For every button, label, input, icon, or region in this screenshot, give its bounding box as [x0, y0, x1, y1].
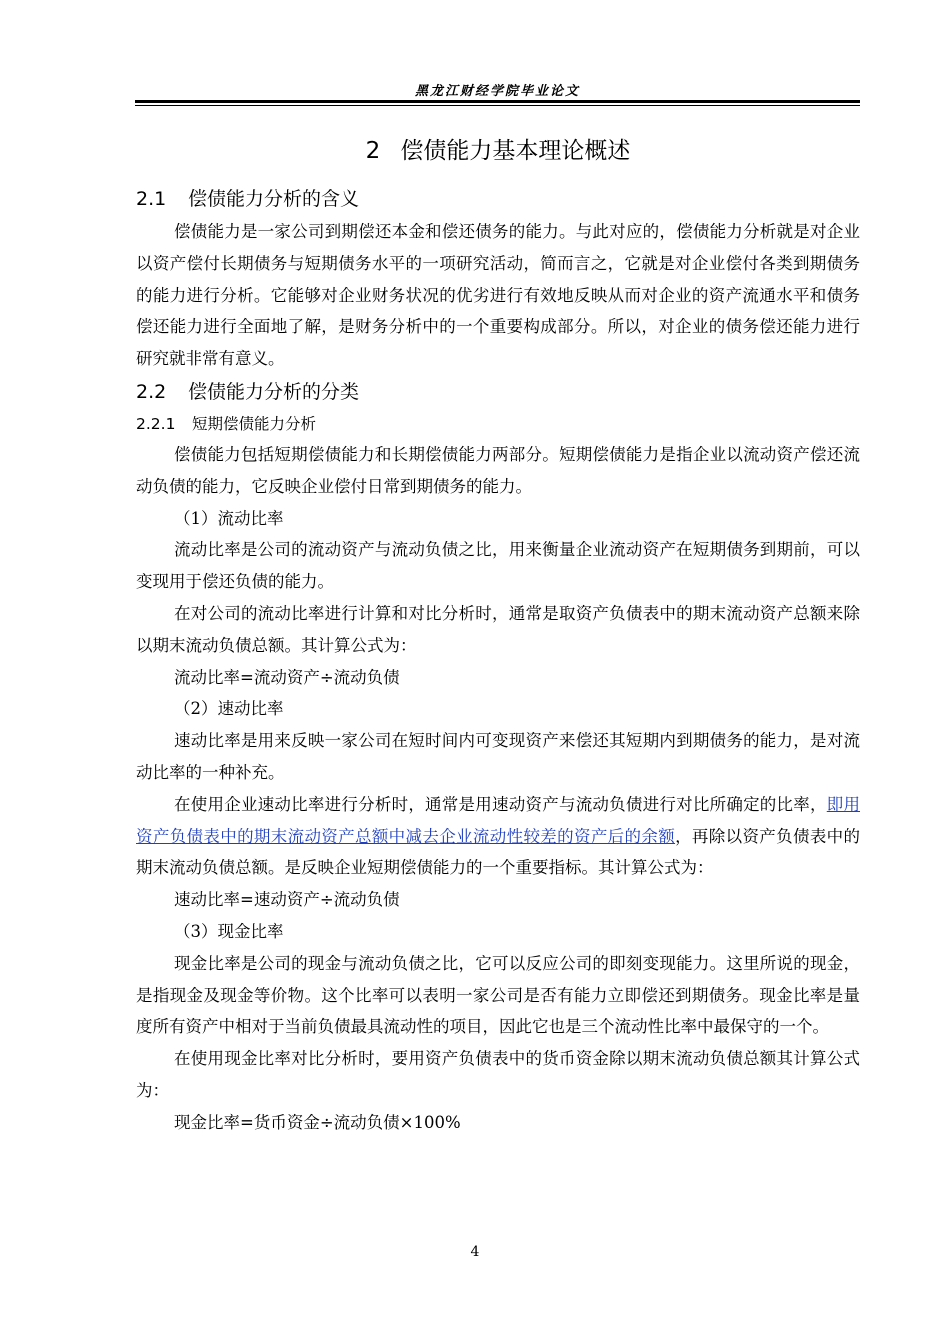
- quick-ratio-hyperlink[interactable]: 即用资产负债表中的期末流动资产总额中减去企业流动性较差的资产后的余额: [136, 794, 861, 846]
- page-header: [135, 76, 860, 106]
- section-2-2-number: 2.2: [136, 380, 167, 403]
- short-term-intro-paragraph: 偿债能力包括短期偿债能力和长期偿债能力两部分。短期偿债能力是指企业以流动资产偿还流动负债的能力，它反映企业偿付日常到期债务的能力。: [136, 444, 860, 496]
- page-content: [136, 132, 860, 1139]
- section-2-2-1-title: 短期偿债能力分析: [192, 414, 317, 433]
- quick-ratio-definition: 速动比率是用来反映一家公司在短时间内可变现资产来偿还其短期内到期债务的能力，是对流动比率的一种补充。: [136, 731, 860, 782]
- section-2-2-title: 偿债能力分析的分类: [188, 380, 360, 403]
- item-3-label: （3）现金比率: [174, 921, 284, 941]
- section-2-1-number: 2.1: [136, 188, 167, 210]
- item-1-label: （1）流动比率: [174, 508, 284, 528]
- current-ratio-method: 在对公司的流动比率进行计算和对比分析时，通常是取资产负债表中的期末流动资产总额来除以期末流动负债总额。其计算公式为：: [136, 603, 860, 655]
- cash-ratio-definition: 现金比率是公司的现金与流动负债之比，它可以反应公司的即刻变现能力。这里所说的现金，是指现金及现金等价物。这个比率可以表明一家公司是否有能力立即偿还到期债务。现金比率是量度所有资产中相对于当前负债最具流动性的项目，因此它也是三个流动性比率中最保守的一个。: [136, 953, 860, 1037]
- current-ratio-definition: 流动比率是公司的流动资产与流动负债之比，用来衡量企业流动资产在短期债务到期前，可以变现用于偿还负债的能力。: [136, 540, 860, 592]
- quick-ratio-method: [136, 789, 860, 884]
- quick-ratio-method-text-b: ，再除以资产负债表中的期末流动负债总额。是反映企业短期偿债能力的一个重要指标。其计算公式为：: [136, 826, 861, 878]
- section-2-2-1-number: 2.2.1: [136, 414, 176, 433]
- quick-ratio-method-text-a: 在使用企业速动比率进行分析时，通常是用速动资产与流动负债进行对比所确定的比率，: [174, 794, 827, 814]
- section-2-2-1-heading: [136, 409, 860, 439]
- section-2-1-heading: [136, 184, 860, 214]
- item-2-label: （2）速动比率: [174, 699, 284, 719]
- current-ratio-formula: 流动比率=流动资产÷流动负债: [174, 667, 400, 687]
- section-2-1-paragraph: 偿债能力是一家公司到期偿还本金和偿还债务的能力。与此对应的，偿债能力分析就是对企业以资产偿付长期债务与短期债务水平的一项研究活动，简而言之，它就是对企业偿付各类到期债务的能力进行分析。它能够对企业财务状况的优劣进行有效地反映从而对企业的资产流通水平和债务偿还能力进行全面地了解，是财务分析中的一个重要构成部分。所以，对企业的债务偿还能力进行研究就非常有意义。: [136, 222, 860, 369]
- header-title: 黑龙江财经学院毕业论文: [414, 84, 580, 99]
- section-2-2-heading: [136, 377, 860, 407]
- cash-ratio-method: 在使用现金比率对比分析时，要用资产负债表中的货币资金除以期末流动负债总额其计算公式为：: [136, 1049, 860, 1100]
- section-2-1-title: 偿债能力分析的含义: [188, 188, 360, 210]
- header-rule-thin: [135, 105, 860, 106]
- chapter-number: 2: [365, 138, 381, 164]
- cash-ratio-formula: 现金比率=货币资金÷流动负债×100%: [174, 1112, 461, 1132]
- chapter-title: 偿债能力基本理论概述: [400, 138, 631, 164]
- chapter-heading: [136, 132, 860, 170]
- header-rule-thick: [135, 100, 860, 103]
- page-number: 4: [470, 1244, 480, 1260]
- quick-ratio-formula: 速动比率=速动资产÷流动负债: [174, 890, 400, 910]
